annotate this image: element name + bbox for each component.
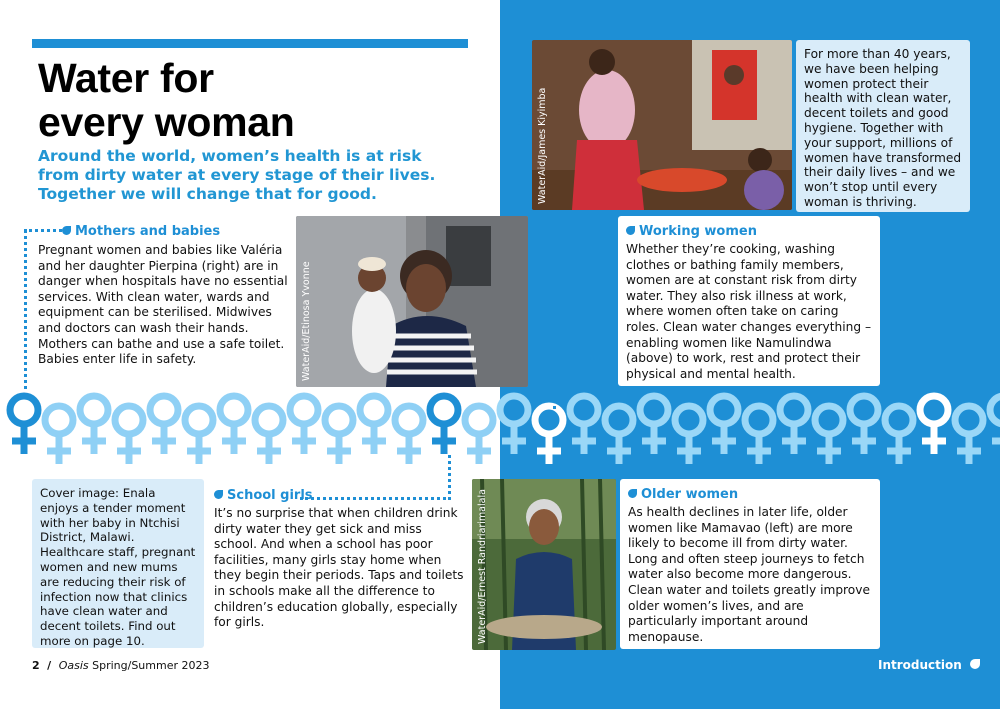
title-line-2: every woman [38,99,295,145]
mothers-body: Pregnant women and babies like Valéria and her daughter Pierpina (right) are in danger when hospitals have no essential services. With clean water, wards and equipment can be sterilised. Midwives and doctors can wash their hands. Mothers can bathe and use a safe toilet. Babies enter life in safety. [38,243,288,367]
footer-left [32,659,209,672]
market-stall-photo [532,40,792,210]
venus-symbol [500,396,528,454]
water-drop-icon [970,659,980,669]
water-drop-icon [214,490,223,499]
mother-baby-photo [296,216,528,387]
venus-symbol [535,406,563,464]
mother-photo-credit: WaterAid/Etinosa Yvonne [301,261,312,381]
venus-symbol [815,406,843,464]
issue-label: Spring/Summer 2023 [92,659,210,672]
cover-caption-card: Cover image: Enala enjoys a tender moment with her baby in Ntchisi District, Malawi. Healthcare staff, pregnant women and new mums are reducing their risk of infection now that clinics have clean water and decent toilets. Find out more on page 10. [32,479,204,648]
page-title [38,56,478,144]
older-women-card [620,479,880,649]
older-woman-photo [472,479,616,650]
venus-symbol [955,406,983,464]
connector-working [553,231,616,409]
page-number: 2 [32,659,40,672]
venus-symbol [80,396,108,454]
top-accent-bar [32,39,468,48]
venus-symbol [220,396,248,454]
intro-card: For more than 40 years, we have been helping women protect their health with clean water, decent toilets and good hygiene. Together with your support, millions of women have transformed their daily lives – and we won’t stop until every woman is thriving. [796,40,970,212]
title-line-1: Water for [38,55,214,101]
venus-symbol [150,396,178,454]
venus-symbol [745,406,773,464]
venus-symbol [115,406,143,464]
venus-symbol [360,396,388,454]
connector-school [300,455,451,500]
market-photo-credit: WaterAid/James Kiyimba [537,87,548,204]
venus-symbol [185,406,213,464]
water-drop-icon [626,226,635,235]
magazine-name: Oasis [58,659,89,672]
venus-symbol [10,396,38,454]
venus-symbol-band [0,392,1000,477]
venus-symbol [990,396,1000,454]
mothers-heading: Mothers and babies [62,224,220,239]
venus-symbol [640,396,668,454]
section-label: Introduction [878,658,962,672]
venus-symbol [45,406,73,464]
venus-symbol [430,396,458,454]
venus-symbol [290,396,318,454]
water-drop-icon [62,226,71,235]
footer-separator: / [47,659,52,672]
school-heading: School girls [214,488,313,503]
older-woman-illustration [472,479,616,650]
working-heading: Working women [626,224,757,239]
market-illustration [532,40,792,210]
venus-symbol [850,396,878,454]
footer-right [878,658,980,672]
venus-symbol [675,406,703,464]
venus-symbol [605,406,633,464]
working-body: Whether they’re cooking, washing clothes or bathing family members, women are at constant risk from dirty water. They also risk illness at work, where women often take on caring roles. Clean water changes everything – enabling women like Namulindwa (above) to work, rest and protect their physical and mental health. [626,242,872,381]
older-photo-credit: WaterAid/Ernest Randriarimalala [477,489,488,644]
connector-older [882,455,943,498]
mother-baby-illustration [296,216,528,387]
school-body: It’s no surprise that when children drink dirty water they get sick and miss school. And when a school has poor facilities, many girls stay home when they begin their periods. Taps and toilets in schools make all the difference to children’s education globally, especially for girls. [214,506,464,630]
venus-symbol [465,406,493,464]
water-drop-icon [628,489,637,498]
venus-symbol [710,396,738,454]
working-women-card [618,216,880,386]
venus-symbol [920,396,948,454]
page-subtitle: Around the world, women’s health is at risk from dirty water at every stage of their lives. Together we will change that for good. [38,147,436,203]
venus-symbol [255,406,283,464]
venus-symbol [780,396,808,454]
older-heading: Older women [628,487,738,502]
older-body: As health declines in later life, older women like Mamavao (left) are more likely to become ill from dirty water. Long and often steep journeys to fetch water also become more dangerous. Clean water and toilets greatly improve older women’s lives, and are particularly important around menopause. [628,505,870,644]
